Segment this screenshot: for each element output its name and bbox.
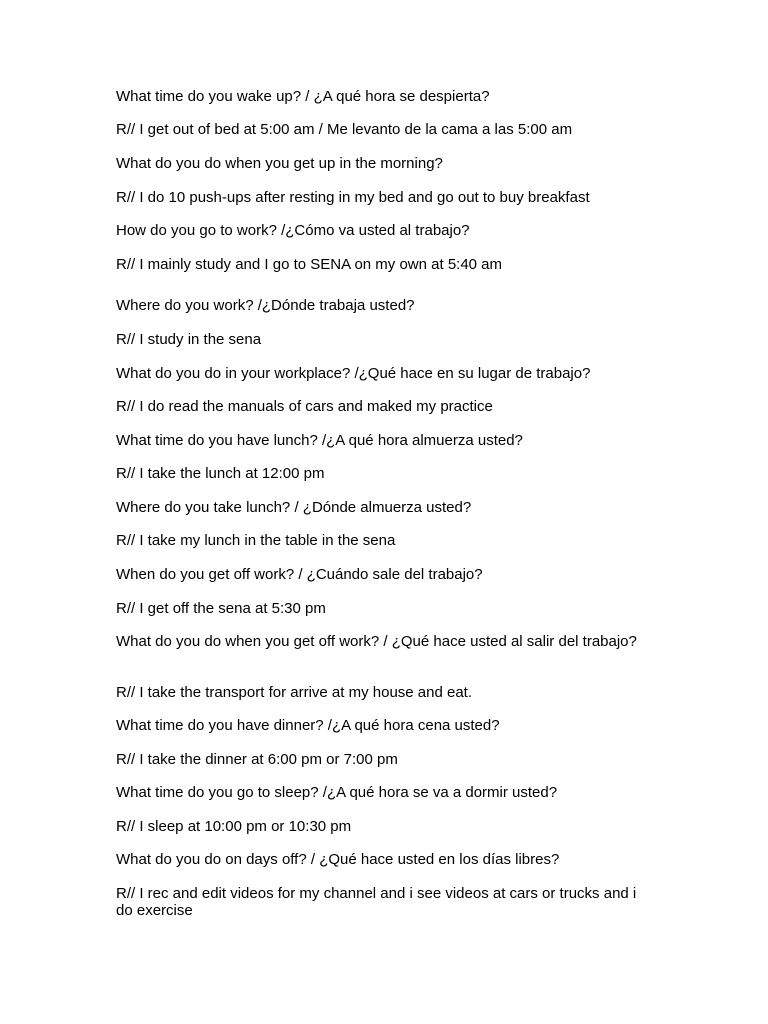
- answer-morning: R// I do 10 push-ups after resting in my bed and go out to buy breakfast: [116, 189, 590, 206]
- question-sleep: What time do you go to sleep? /¿A qué hora se va a dormir usted?: [116, 784, 558, 801]
- question-lunch-time: What time do you have lunch? /¿A qué hora almuerza usted?: [116, 432, 523, 449]
- answer-dinner: R// I take the dinner at 6:00 pm or 7:00 pm: [116, 751, 398, 768]
- answer-days-off: R// I rec and edit videos for my channel and i see videos at cars or trucks and i do exercise: [116, 885, 637, 919]
- question-days-off: What do you do on days off? / ¿Qué hace usted en los días libres?: [116, 851, 560, 868]
- question-after-work: What do you do when you get off work? / ¿Qué hace usted al salir del trabajo?: [116, 633, 637, 650]
- question-wake-up: What time do you wake up? / ¿A qué hora se despierta?: [116, 88, 490, 105]
- answer-sleep: R// I sleep at 10:00 pm or 10:30 pm: [116, 818, 352, 835]
- question-where-work: Where do you work? /¿Dónde trabaja usted?: [116, 297, 415, 314]
- question-dinner: What time do you have dinner? /¿A qué hora cena usted?: [116, 717, 500, 734]
- answer-lunch-time: R// I take the lunch at 12:00 pm: [116, 465, 325, 482]
- answer-go-to-work: R// I mainly study and I go to SENA on my own at 5:40 am: [116, 256, 503, 273]
- question-morning: What do you do when you get up in the morning?: [116, 155, 443, 172]
- answer-after-work: R// I take the transport for arrive at my house and eat.: [116, 684, 473, 701]
- answer-where-work: R// I study in the sena: [116, 331, 262, 348]
- question-lunch-place: Where do you take lunch? / ¿Dónde almuerza usted?: [116, 499, 472, 516]
- answer-wake-up: R// I get out of bed at 5:00 am / Me levanto de la cama a las 5:00 am: [116, 121, 573, 138]
- question-workplace: What do you do in your workplace? /¿Qué hace en su lugar de trabajo?: [116, 365, 591, 382]
- question-go-to-work: How do you go to work? /¿Cómo va usted al trabajo?: [116, 222, 470, 239]
- answer-get-off-work: R// I get off the sena at 5:30 pm: [116, 600, 326, 617]
- answer-lunch-place: R// I take my lunch in the table in the sena: [116, 532, 396, 549]
- answer-workplace: R// I do read the manuals of cars and maked my practice: [116, 398, 493, 415]
- question-get-off-work: When do you get off work? / ¿Cuándo sale del trabajo?: [116, 566, 483, 583]
